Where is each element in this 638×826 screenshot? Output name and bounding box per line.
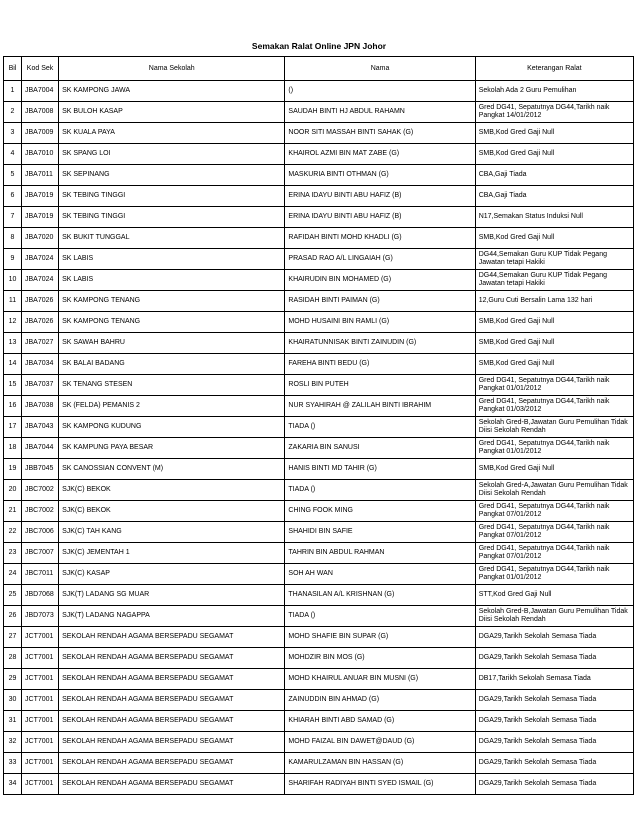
cell-kod-sek: JCT7001 (22, 732, 59, 753)
table-row (4, 102, 634, 123)
cell-keterangan-ralat: Gred DG41, Sepatutnya DG44,Tarikh naik Pangkat 01/01/2012 (475, 564, 633, 585)
cell-bil: 18 (4, 438, 22, 459)
cell-keterangan-ralat: SMB,Kod Gred Gaji Null (475, 312, 633, 333)
cell-kod-sek: JBC7006 (22, 522, 59, 543)
table-row (4, 81, 634, 102)
cell-keterangan-ralat: Sekolah Ada 2 Guru Pemulihan (475, 81, 633, 102)
cell-bil: 25 (4, 585, 22, 606)
cell-kod-sek: JCT7001 (22, 690, 59, 711)
cell-bil: 31 (4, 711, 22, 732)
cell-nama-sekolah: SK TEBING TINGGI (59, 186, 285, 207)
table-row (4, 669, 634, 690)
header-nama: Nama (285, 57, 475, 81)
cell-kod-sek: JCT7001 (22, 669, 59, 690)
cell-kod-sek: JBA7024 (22, 270, 59, 291)
table-row (4, 207, 634, 228)
cell-keterangan-ralat: SMB,Kod Gred Gaji Null (475, 228, 633, 249)
cell-nama: NUR SYAHIRAH @ ZALILAH BINTI IBRAHIM (285, 396, 475, 417)
table-row (4, 690, 634, 711)
cell-nama: NOOR SITI MASSAH BINTI SAHAK (G) (285, 123, 475, 144)
cell-kod-sek: JBA7043 (22, 417, 59, 438)
cell-bil: 13 (4, 333, 22, 354)
cell-bil: 6 (4, 186, 22, 207)
cell-nama: RAFIDAH BINTI MOHD KHADLI (G) (285, 228, 475, 249)
cell-kod-sek: JBA7026 (22, 291, 59, 312)
cell-nama: THANASILAN A/L KRISHNAN (G) (285, 585, 475, 606)
cell-nama: SHARIFAH RADIYAH BINTI SYED ISMAIL (G) (285, 774, 475, 795)
cell-keterangan-ralat: DGA29,Tarikh Sekolah Semasa Tiada (475, 732, 633, 753)
cell-nama: PRASAD RAO A/L LINGAIAH (G) (285, 249, 475, 270)
table-row (4, 564, 634, 585)
cell-bil: 16 (4, 396, 22, 417)
cell-nama-sekolah: SK LABIS (59, 270, 285, 291)
cell-nama: SOH AH WAN (285, 564, 475, 585)
table-header-row (4, 57, 634, 81)
cell-bil: 33 (4, 753, 22, 774)
cell-kod-sek: JCT7001 (22, 627, 59, 648)
cell-nama: () (285, 81, 475, 102)
table-row (4, 606, 634, 627)
cell-bil: 3 (4, 123, 22, 144)
cell-nama-sekolah: SK KAMPONG TENANG (59, 291, 285, 312)
table-row (4, 249, 634, 270)
cell-keterangan-ralat: Gred DG41, Sepatutnya DG44,Tarikh naik Pangkat 01/01/2012 (475, 438, 633, 459)
table-row (4, 312, 634, 333)
cell-keterangan-ralat: SMB,Kod Gred Gaji Null (475, 144, 633, 165)
table-row (4, 711, 634, 732)
cell-bil: 8 (4, 228, 22, 249)
cell-nama-sekolah: SK SEPINANG (59, 165, 285, 186)
cell-nama: SAUDAH BINTI HJ ABDUL RAHAMN (285, 102, 475, 123)
cell-nama-sekolah: SJK(T) LADANG NAGAPPA (59, 606, 285, 627)
cell-nama-sekolah: SK KAMPUNG PAYA BESAR (59, 438, 285, 459)
cell-kod-sek: JBA7026 (22, 312, 59, 333)
cell-keterangan-ralat: Gred DG41, Sepatutnya DG44,Tarikh naik Pangkat 01/01/2012 (475, 375, 633, 396)
cell-keterangan-ralat: DGA29,Tarikh Sekolah Semasa Tiada (475, 753, 633, 774)
cell-nama-sekolah: SJK(C) TAH KANG (59, 522, 285, 543)
cell-bil: 28 (4, 648, 22, 669)
cell-nama-sekolah: SJK(C) JEMENTAH 1 (59, 543, 285, 564)
ralat-table (3, 56, 634, 795)
cell-keterangan-ralat: Gred DG41, Sepatutnya DG44,Tarikh naik Pangkat 07/01/2012 (475, 543, 633, 564)
cell-kod-sek: JBA7019 (22, 207, 59, 228)
table-row (4, 165, 634, 186)
cell-nama: SHAHIDI BIN SAFIE (285, 522, 475, 543)
cell-bil: 27 (4, 627, 22, 648)
cell-kod-sek: JBC7002 (22, 480, 59, 501)
cell-kod-sek: JBD7073 (22, 606, 59, 627)
cell-nama: ROSLI BIN PUTEH (285, 375, 475, 396)
cell-nama: KHAIROL AZMI BIN MAT ZABE (G) (285, 144, 475, 165)
cell-kod-sek: JBA7037 (22, 375, 59, 396)
cell-keterangan-ralat: DGA29,Tarikh Sekolah Semasa Tiada (475, 774, 633, 795)
cell-bil: 30 (4, 690, 22, 711)
cell-keterangan-ralat: Sekolah Gred-A,Jawatan Guru Pemulihan Tidak Diisi Sekolah Rendah (475, 480, 633, 501)
cell-nama-sekolah: SK KAMPONG TENANG (59, 312, 285, 333)
cell-nama: KHAIRATUNNISAK BINTI ZAINUDIN (G) (285, 333, 475, 354)
cell-kod-sek: JBA7019 (22, 186, 59, 207)
cell-bil: 4 (4, 144, 22, 165)
cell-bil: 9 (4, 249, 22, 270)
table-row (4, 732, 634, 753)
table-row (4, 480, 634, 501)
cell-keterangan-ralat: SMB,Kod Gred Gaji Null (475, 333, 633, 354)
cell-bil: 20 (4, 480, 22, 501)
cell-nama: ZAINUDDIN BIN AHMAD (G) (285, 690, 475, 711)
cell-kod-sek: JBA7038 (22, 396, 59, 417)
cell-keterangan-ralat: SMB,Kod Gred Gaji Null (475, 123, 633, 144)
cell-nama-sekolah: SEKOLAH RENDAH AGAMA BERSEPADU SEGAMAT (59, 690, 285, 711)
cell-nama: MASKURIA BINTI OTHMAN (G) (285, 165, 475, 186)
cell-bil: 22 (4, 522, 22, 543)
cell-nama-sekolah: SK BUKIT TUNGGAL (59, 228, 285, 249)
cell-nama: HANIS BINTI MD TAHIR (G) (285, 459, 475, 480)
cell-nama-sekolah: SEKOLAH RENDAH AGAMA BERSEPADU SEGAMAT (59, 669, 285, 690)
cell-kod-sek: JBD7068 (22, 585, 59, 606)
cell-nama: MOHD KHAIRUL ANUAR BIN MUSNI (G) (285, 669, 475, 690)
table-row (4, 648, 634, 669)
cell-keterangan-ralat: DGA29,Tarikh Sekolah Semasa Tiada (475, 711, 633, 732)
cell-bil: 26 (4, 606, 22, 627)
cell-nama: RASIDAH BINTI PAIMAN (G) (285, 291, 475, 312)
cell-keterangan-ralat: DG44,Semakan Guru KUP Tidak Pegang Jawatan tetapi Hakiki (475, 270, 633, 291)
cell-bil: 11 (4, 291, 22, 312)
table-row (4, 396, 634, 417)
cell-nama: MOHD SHAFIE BIN SUPAR (G) (285, 627, 475, 648)
cell-nama: ZAKARIA BIN SANUSI (285, 438, 475, 459)
cell-nama: ERINA IDAYU BINTI ABU HAFIZ (B) (285, 207, 475, 228)
cell-nama-sekolah: SK (FELDA) PEMANIS 2 (59, 396, 285, 417)
cell-kod-sek: JCT7001 (22, 774, 59, 795)
cell-keterangan-ralat: DB17,Tarikh Sekolah Semasa Tiada (475, 669, 633, 690)
cell-keterangan-ralat: Gred DG41, Sepatutnya DG44,Tarikh naik Pangkat 07/01/2012 (475, 522, 633, 543)
cell-kod-sek: JBC7002 (22, 501, 59, 522)
table-row (4, 501, 634, 522)
cell-keterangan-ralat: CBA,Gaji Tiada (475, 165, 633, 186)
cell-bil: 10 (4, 270, 22, 291)
cell-kod-sek: JBA7034 (22, 354, 59, 375)
header-nama-sekolah: Nama Sekolah (59, 57, 285, 81)
cell-nama: TIADA () (285, 417, 475, 438)
table-row (4, 774, 634, 795)
table-row (4, 438, 634, 459)
cell-nama-sekolah: SK KAMPONG KUDUNG (59, 417, 285, 438)
cell-keterangan-ralat: DGA29,Tarikh Sekolah Semasa Tiada (475, 627, 633, 648)
cell-keterangan-ralat: Gred DG41, Sepatutnya DG44,Tarikh naik Pangkat 14/01/2012 (475, 102, 633, 123)
cell-kod-sek: JCT7001 (22, 648, 59, 669)
cell-kod-sek: JBA7010 (22, 144, 59, 165)
cell-kod-sek: JBA7027 (22, 333, 59, 354)
cell-keterangan-ralat: SMB,Kod Gred Gaji Null (475, 459, 633, 480)
cell-nama-sekolah: SJK(C) BEKOK (59, 480, 285, 501)
cell-nama: TIADA () (285, 480, 475, 501)
cell-kod-sek: JBC7011 (22, 564, 59, 585)
cell-kod-sek: JBA7020 (22, 228, 59, 249)
table-row (4, 291, 634, 312)
cell-bil: 7 (4, 207, 22, 228)
cell-nama-sekolah: SEKOLAH RENDAH AGAMA BERSEPADU SEGAMAT (59, 753, 285, 774)
table-row (4, 270, 634, 291)
cell-nama: TIADA () (285, 606, 475, 627)
cell-nama-sekolah: SK TENANG STESEN (59, 375, 285, 396)
table-row (4, 522, 634, 543)
cell-keterangan-ralat: STT,Kod Gred Gaji Null (475, 585, 633, 606)
cell-nama: KHIARAH BINTI ABD SAMAD (G) (285, 711, 475, 732)
cell-nama-sekolah: SJK(T) LADANG SG MUAR (59, 585, 285, 606)
header-kod-sek: Kod Sek (22, 57, 59, 81)
cell-bil: 34 (4, 774, 22, 795)
cell-nama-sekolah: SK BULOH KASAP (59, 102, 285, 123)
cell-kod-sek: JCT7001 (22, 753, 59, 774)
cell-nama-sekolah: SK SPANG LOI (59, 144, 285, 165)
cell-kod-sek: JBA7044 (22, 438, 59, 459)
cell-keterangan-ralat: DGA29,Tarikh Sekolah Semasa Tiada (475, 648, 633, 669)
cell-nama-sekolah: SK SAWAH BAHRU (59, 333, 285, 354)
cell-kod-sek: JBA7004 (22, 81, 59, 102)
cell-kod-sek: JBA7009 (22, 123, 59, 144)
cell-nama-sekolah: SEKOLAH RENDAH AGAMA BERSEPADU SEGAMAT (59, 648, 285, 669)
cell-nama: MOHD HUSAINI BIN RAMLI (G) (285, 312, 475, 333)
table-row (4, 375, 634, 396)
cell-kod-sek: JBB7045 (22, 459, 59, 480)
cell-bil: 32 (4, 732, 22, 753)
cell-keterangan-ralat: DGA29,Tarikh Sekolah Semasa Tiada (475, 690, 633, 711)
cell-nama-sekolah: SK KUALA PAYA (59, 123, 285, 144)
page-title: Semakan Ralat Online JPN Johor (251, 41, 387, 51)
cell-keterangan-ralat: Sekolah Gred-B,Jawatan Guru Pemulihan Tidak Diisi Sekolah Rendah (475, 606, 633, 627)
cell-kod-sek: JBA7011 (22, 165, 59, 186)
cell-keterangan-ralat: CBA,Gaji Tiada (475, 186, 633, 207)
cell-nama-sekolah: SK KAMPONG JAWA (59, 81, 285, 102)
cell-nama-sekolah: SEKOLAH RENDAH AGAMA BERSEPADU SEGAMAT (59, 711, 285, 732)
cell-keterangan-ralat: Sekolah Gred-B,Jawatan Guru Pemulihan Tidak Diisi Sekolah Rendah (475, 417, 633, 438)
cell-keterangan-ralat: N17,Semakan Status Induksi Null (475, 207, 633, 228)
cell-nama: ERINA IDAYU BINTI ABU HAFIZ (B) (285, 186, 475, 207)
table-row (4, 144, 634, 165)
cell-nama-sekolah: SEKOLAH RENDAH AGAMA BERSEPADU SEGAMAT (59, 732, 285, 753)
table-row (4, 333, 634, 354)
cell-bil: 1 (4, 81, 22, 102)
table-row (4, 753, 634, 774)
cell-keterangan-ralat: 12,Guru Cuti Bersalin Lama 132 hari (475, 291, 633, 312)
cell-bil: 15 (4, 375, 22, 396)
table-row (4, 459, 634, 480)
cell-keterangan-ralat: DG44,Semakan Guru KUP Tidak Pegang Jawatan tetapi Hakiki (475, 249, 633, 270)
cell-kod-sek: JCT7001 (22, 711, 59, 732)
cell-keterangan-ralat: SMB,Kod Gred Gaji Null (475, 354, 633, 375)
table-row (4, 186, 634, 207)
cell-kod-sek: JBC7007 (22, 543, 59, 564)
cell-keterangan-ralat: Gred DG41, Sepatutnya DG44,Tarikh naik Pangkat 01/03/2012 (475, 396, 633, 417)
cell-nama: FAREHA BINTI BEDU (G) (285, 354, 475, 375)
cell-bil: 17 (4, 417, 22, 438)
cell-bil: 23 (4, 543, 22, 564)
cell-bil: 19 (4, 459, 22, 480)
cell-nama-sekolah: SK LABIS (59, 249, 285, 270)
cell-bil: 14 (4, 354, 22, 375)
cell-nama-sekolah: SJK(C) BEKOK (59, 501, 285, 522)
cell-nama-sekolah: SK TEBING TINGGI (59, 207, 285, 228)
cell-nama-sekolah: SJK(C) KASAP (59, 564, 285, 585)
cell-bil: 29 (4, 669, 22, 690)
table-row (4, 627, 634, 648)
table-row (4, 354, 634, 375)
header-bil: Bil (4, 57, 22, 81)
cell-nama: MOHDZIR BIN MOS (G) (285, 648, 475, 669)
cell-bil: 12 (4, 312, 22, 333)
cell-nama: MOHD FAIZAL BIN DAWET@DAUD (G) (285, 732, 475, 753)
cell-nama: TAHRIN BIN ABDUL RAHMAN (285, 543, 475, 564)
cell-nama-sekolah: SEKOLAH RENDAH AGAMA BERSEPADU SEGAMAT (59, 627, 285, 648)
cell-kod-sek: JBA7024 (22, 249, 59, 270)
cell-bil: 21 (4, 501, 22, 522)
table-body (4, 81, 634, 795)
cell-keterangan-ralat: Gred DG41, Sepatutnya DG44,Tarikh naik Pangkat 07/01/2012 (475, 501, 633, 522)
cell-nama: KHAIRUDIN BIN MOHAMED (G) (285, 270, 475, 291)
cell-nama: KAMARULZAMAN BIN HASSAN (G) (285, 753, 475, 774)
cell-nama-sekolah: SK CANOSSIAN CONVENT (M) (59, 459, 285, 480)
table-row (4, 417, 634, 438)
cell-nama-sekolah: SK BALAI BADANG (59, 354, 285, 375)
table-row (4, 123, 634, 144)
cell-bil: 24 (4, 564, 22, 585)
table-row (4, 543, 634, 564)
cell-kod-sek: JBA7008 (22, 102, 59, 123)
table-row (4, 585, 634, 606)
cell-bil: 2 (4, 102, 22, 123)
cell-bil: 5 (4, 165, 22, 186)
header-keterangan-ralat: Keterangan Ralat (475, 57, 633, 81)
table-row (4, 228, 634, 249)
cell-nama-sekolah: SEKOLAH RENDAH AGAMA BERSEPADU SEGAMAT (59, 774, 285, 795)
cell-nama: CHING FOOK MING (285, 501, 475, 522)
